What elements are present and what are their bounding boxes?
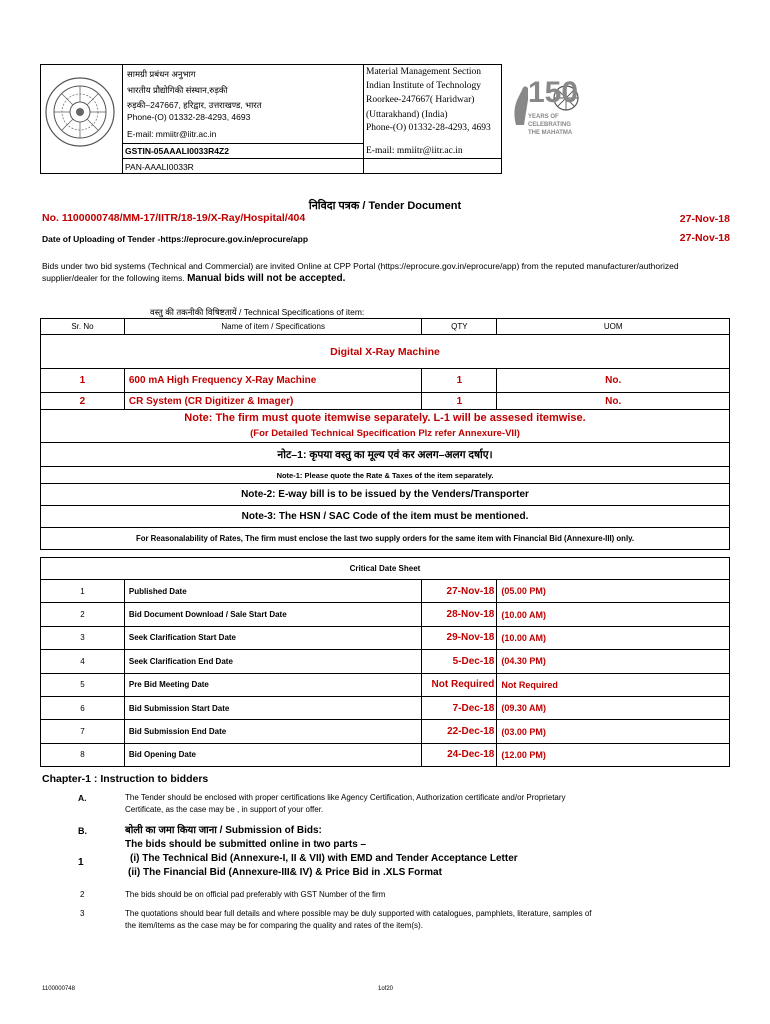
note-reasonability: For Reasonalability of Rates, The firm must enclose the last two supply orders for the same item with Financial Bid (Annexure-III) only.: [41, 528, 730, 550]
chapter-title: Chapter-1 : Instruction to bidders: [42, 773, 209, 785]
point-3-text: The quotations should bear full details and where possible may be duly supported with catalogues, pamphlets, literature, samples of the item/items as the case may be for comparing the quality and rates of the item(s).: [125, 909, 592, 930]
row-time: Not Required: [497, 673, 730, 696]
point-2-text: The bids should be on official pad preferably with GST Number of the firm: [125, 890, 386, 899]
item-a-text: The Tender should be enclosed with proper certifications like Agency Certification, Authorization certificate and/or Proprietary Certificate, as the case may be , in support of your offer.: [125, 793, 566, 814]
col-name: Name of item / Specifications: [124, 319, 422, 335]
point-1-line-2: (i) The Technical Bid (Annexure-I, II & VII) with EMD and Tender Acceptance Letter: [130, 853, 518, 864]
critical-title: Critical Date Sheet: [41, 558, 730, 580]
english-line-4: (Uttarakhand) (India): [366, 110, 448, 120]
row-qty: 1: [422, 369, 497, 393]
item-b-text: बोली का जमा किया जाना / Submission of Bids:: [125, 825, 322, 836]
document-title: निविदा पत्रक / Tender Document: [308, 200, 462, 212]
tender-date: 27-Nov-18: [679, 213, 730, 225]
row-time: (04.30 PM): [497, 650, 730, 673]
row-label: Published Date: [124, 580, 422, 603]
point-1-text: [125, 838, 518, 880]
row-time: (03.00 PM): [497, 720, 730, 743]
critical-date-table: [40, 557, 730, 767]
table-row: [41, 650, 730, 673]
row-date: 22-Dec-18: [422, 720, 497, 743]
row-label: Bid Opening Date: [124, 743, 422, 766]
row-sr: 3: [41, 626, 125, 649]
note-main: Note: The firm must quote itemwise separately. L-1 will be assesed itemwise.: [41, 410, 730, 426]
upload-label: Date of Uploading of Tender -https://eprocure.gov.in/eprocure/app: [42, 234, 309, 244]
row-date: 27-Nov-18: [422, 580, 497, 603]
group-title: Digital X-Ray Machine: [41, 335, 730, 369]
row-label: Seek Clarification Start Date: [124, 626, 422, 649]
point-1-line-1: The bids should be submitted online in two parts –: [125, 839, 367, 850]
upload-date: 27-Nov-18: [679, 232, 730, 244]
col-srno: Sr. No: [41, 319, 125, 335]
row-date: 7-Dec-18: [422, 696, 497, 719]
col-uom: UOM: [497, 319, 730, 335]
badge-number: 150: [528, 76, 579, 109]
pan: PAN-AAALI0033R: [125, 162, 194, 172]
phone-right: Phone-(O) 01332-28-4293, 4693: [366, 123, 491, 133]
footer-left: 1100000748: [42, 986, 75, 992]
item-b-label: B.: [78, 826, 87, 836]
table-row: [41, 580, 730, 603]
email-left: E-mail: mmiitr@iitr.ac.in: [127, 129, 217, 139]
note-3: Note-3: The HSN / SAC Code of the item must be mentioned.: [41, 506, 730, 528]
row-sr: 4: [41, 650, 125, 673]
intro-paragraph: [42, 260, 732, 285]
row-qty: 1: [422, 393, 497, 410]
row-date: 5-Dec-18: [422, 650, 497, 673]
point-2-label: 2: [80, 890, 85, 899]
row-sr: 5: [41, 673, 125, 696]
english-line-3: Roorkee-247667( Haridwar): [366, 95, 475, 105]
english-line-2: Indian Institute of Technology: [366, 81, 481, 91]
row-time: (12.00 PM): [497, 743, 730, 766]
spec-heading: वस्तु की तकनीकी विषिष्टतायें / Technical Specifications of item:: [150, 307, 365, 317]
item-a-label: A.: [78, 793, 87, 803]
note-annexure: (For Detailed Technical Specification Plz refer Annexure-VII): [41, 426, 730, 443]
note-1: Note-1: Please quote the Rate & Taxes of the item separately.: [41, 467, 730, 484]
col-qty: QTY: [422, 319, 497, 335]
note-2: Note-2: E-way bill is to be issued by the Venders/Transporter: [41, 484, 730, 506]
intro-bold: Manual bids will not be accepted.: [187, 273, 346, 284]
badge-line-2: CELEBRATING: [528, 122, 571, 128]
row-sr: 2: [41, 603, 125, 626]
row-date: Not Required: [422, 673, 497, 696]
row-date: 24-Dec-18: [422, 743, 497, 766]
row-name: 600 mA High Frequency X-Ray Machine: [124, 369, 422, 393]
badge-line-1: YEARS OF: [528, 114, 559, 120]
point-3-label: 3: [80, 909, 85, 918]
table-row: [41, 393, 730, 410]
hindi-line-1: सामग्री प्रबंधन अनुभाग: [127, 69, 196, 79]
intro-text: Bids under two bid systems (Technical and Commercial) are invited Online at CPP Portal (https://eprocure.gov.in/eprocure/app) from the reputed manufacturer/authorized supplier/dealer for the following items.: [42, 261, 679, 283]
row-label: Bid Document Download / Sale Start Date: [124, 603, 422, 626]
table-row: [41, 369, 730, 393]
row-time: (05.00 PM): [497, 580, 730, 603]
table-row: [41, 743, 730, 766]
row-time: (09.30 AM): [497, 696, 730, 719]
table-row: [41, 603, 730, 626]
row-label: Pre Bid Meeting Date: [124, 673, 422, 696]
table-row: [41, 720, 730, 743]
phone-left: Phone-(O) 01332-28-4293, 4693: [127, 112, 251, 122]
row-uom: No.: [497, 393, 730, 410]
row-sr: 2: [41, 393, 125, 410]
row-label: Bid Submission End Date: [124, 720, 422, 743]
row-sr: 8: [41, 743, 125, 766]
row-label: Bid Submission Start Date: [124, 696, 422, 719]
note-hindi: नोट–1: कृपया वस्तु का मूल्य एवं कर अलग–अलग दर्षाए।: [41, 443, 730, 467]
footer-page: 1of20: [378, 986, 394, 992]
email-right: E-mail: mmiitr@iitr.ac.in: [366, 146, 463, 156]
point-1-label: 1: [78, 857, 84, 868]
row-name: CR System (CR Digitizer & Imager): [124, 393, 422, 410]
row-uom: No.: [497, 369, 730, 393]
items-table: [40, 318, 730, 550]
tender-number: No. 1100000748/MM-17/IITR/18-19/X-Ray/Hospital/404: [42, 212, 306, 224]
row-date: 29-Nov-18: [422, 626, 497, 649]
table-row: [41, 626, 730, 649]
hindi-line-3: रुड़की–247667, हरिद्वार, उत्तराखण्ड, भारत: [127, 100, 262, 110]
badge-line-3: THE MAHATMA: [528, 130, 573, 136]
row-sr: 1: [41, 580, 125, 603]
row-sr: 1: [41, 369, 125, 393]
table-row: [41, 673, 730, 696]
row-time: (10.00 AM): [497, 626, 730, 649]
row-date: 28-Nov-18: [422, 603, 497, 626]
row-label: Seek Clarification End Date: [124, 650, 422, 673]
row-sr: 7: [41, 720, 125, 743]
english-line-1: Material Management Section: [366, 67, 482, 77]
row-time: (10.00 AM): [497, 603, 730, 626]
gstin: GSTIN-05AAALI0033R4Z2: [125, 146, 229, 156]
mahatma-150-badge: [506, 70, 592, 146]
point-1-line-3: (ii) The Financial Bid (Annexure-III& IV) & Price Bid in .XLS Format: [128, 867, 442, 878]
table-row: [41, 696, 730, 719]
row-sr: 6: [41, 696, 125, 719]
hindi-line-2: भारतीय प्रौद्योगिकी संस्थान,रुड़की: [127, 85, 228, 95]
